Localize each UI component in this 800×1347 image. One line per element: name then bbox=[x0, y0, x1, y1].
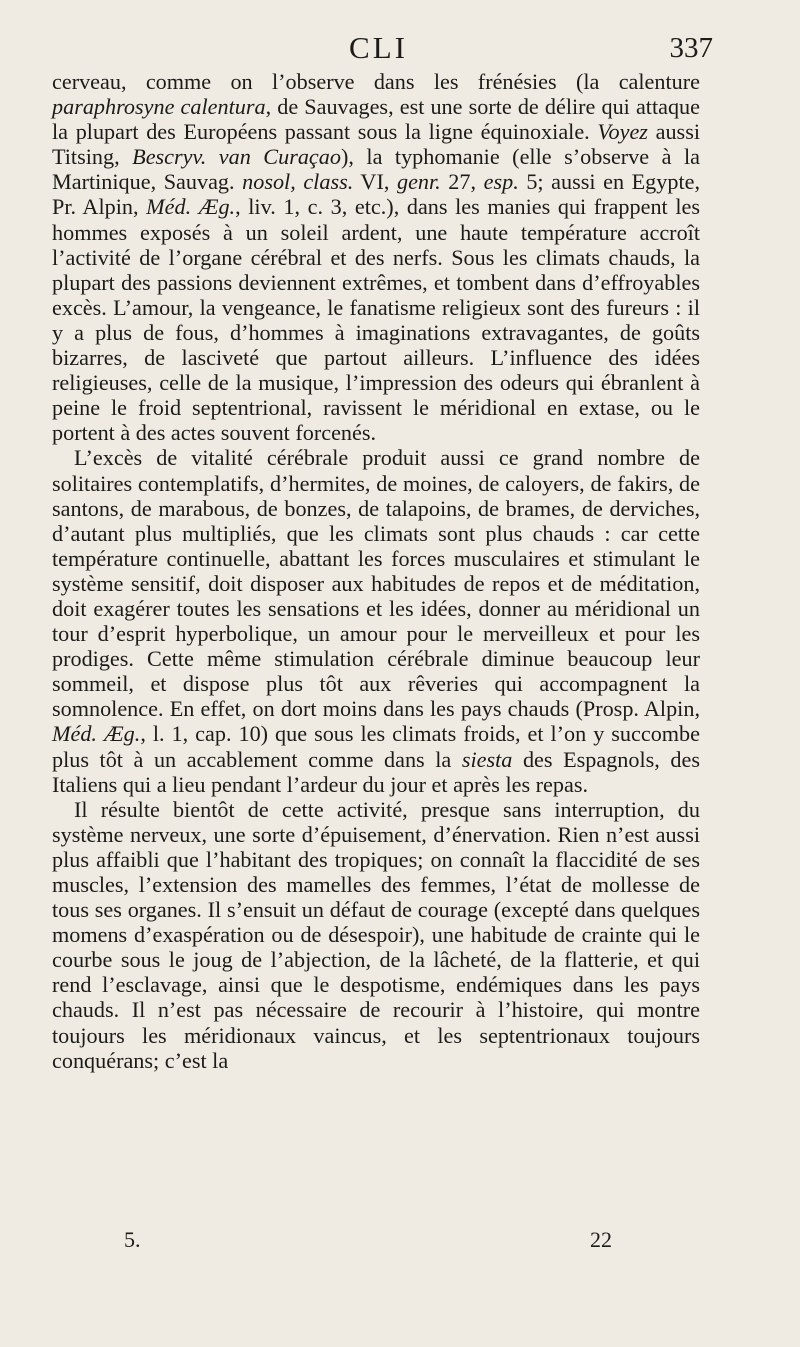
text-run: 5; aussi en Egypte, Pr. Alpin, bbox=[52, 169, 701, 220]
italic-text: paraphrosyne calentura bbox=[52, 94, 266, 120]
text-run: des Espagnols, des Italiens qui a lieu pendant l’ardeur du jour et après les repas. bbox=[52, 746, 700, 797]
italic-text: Méd. Æg. bbox=[146, 194, 236, 220]
italic-text: esp. bbox=[483, 169, 519, 195]
paragraph-3 bbox=[52, 797, 700, 1073]
text-run: L’excès de vitalité cérébrale produit aussi ce grand nombre de solitaires contemplatifs, d’hermites, de moines, de caloyers, de fakirs, de santons, de marabous, de bonzes, de talapoins, de brames, de derviches, d’autant plus multipliés, que les climats sont plus chauds : car cette température continuelle, abattant les forces musculaires et stimulant le système sensitif, doit disposer aux habitudes de repos et de méditation, doit exagérer toutes les sensations et les idées, donner au méridional un tour d’esprit hyperbolique, un amour pour le merveilleux et pour les prodiges. Cette même stimulation cérébrale diminue beaucoup leur sommeil, et dispose plus tôt aux rêveries qui accompagnent la somnolence. En effet, on dort moins dans les pays chauds (Prosp. Alpin, bbox=[52, 445, 700, 722]
page-footer bbox=[52, 1223, 700, 1253]
italic-text: nosol, class. bbox=[242, 169, 354, 195]
running-title: CLI bbox=[349, 30, 408, 65]
text-run: cerveau, comme on l’observe dans les frénésies (la calenture bbox=[52, 69, 700, 94]
paragraph-2 bbox=[52, 445, 700, 796]
paragraph-1 bbox=[52, 69, 700, 445]
italic-text: Méd. Æg. bbox=[52, 721, 141, 747]
gathering-number: 22 bbox=[590, 1227, 612, 1252]
italic-text: Voyez bbox=[597, 119, 648, 145]
italic-text: siesta bbox=[461, 746, 513, 772]
text-run: aussi Titsing, bbox=[52, 119, 700, 170]
text-run: ), la typhomanie (elle s’observe à la Martinique, Sauvag. bbox=[52, 144, 700, 195]
text-run: , l. 1, cap. 10) que sous les climats froids, et l’on y succombe plus tôt à un accablement comme dans la bbox=[52, 721, 701, 772]
page-number: 337 bbox=[669, 32, 713, 64]
running-header bbox=[52, 30, 713, 70]
text-run: Il résulte bientôt de cette activité, presque sans interruption, du système nerveux, une sorte d’épuisement, d’énervation. Rien n’est aussi plus affaibli que l’habitant des tropiques; on connaît la flaccidité de ses muscles, l’extension des mamelles des femmes, l’état de mollesse de tous ses organes. Il s’ensuit un défaut de courage (excepté dans quelques momens d’exaspération ou de désespoir), une habitude de crainte qui le courbe sous le joug de l’abjection, de la lâcheté, de la flatterie, et qui rend l’esclavage, ainsi que le despotisme, endémiques dans les pays chauds. Il n’est pas nécessaire de recourir à l’histoire, qui montre toujours les méridionaux vaincus, et les septentrionaux toujours conquérans; c’est la bbox=[52, 796, 700, 1073]
italic-text: Bescryv. van Curaçao bbox=[132, 144, 341, 170]
body-text bbox=[52, 69, 700, 1073]
signature-mark: 5. bbox=[124, 1227, 141, 1252]
text-run: , liv. 1, c. 3, etc.), dans les manies qui frappent les hommes exposés à un soleil ardent, une haute température accroît l’activité de l’organe cérébral et des nerfs. Sous les climats chauds, la plupart des passions deviennent extrêmes, et tombent dans d’effroyables excès. L’amour, la vengeance, le fanatisme religieux sont des fureurs : il y a plus de fous, d’hommes à imaginations extravagantes, de goûts bizarres, de lasciveté que partout ailleurs. L’influence des idées religieuses, celle de la musique, l’impression des odeurs qui ébranlent à peine le froid septentrional, ravissent le méridional en extase, ou le portent à des actes souvent forcenés. bbox=[52, 194, 700, 446]
text-run: , de Sauvages, est une sorte de délire qui attaque la plupart des Européens passant sous la ligne équinoxiale. bbox=[52, 94, 700, 145]
text-run: 27, bbox=[440, 169, 484, 195]
text-run: VI, bbox=[353, 169, 397, 195]
italic-text: genr. bbox=[396, 169, 441, 195]
